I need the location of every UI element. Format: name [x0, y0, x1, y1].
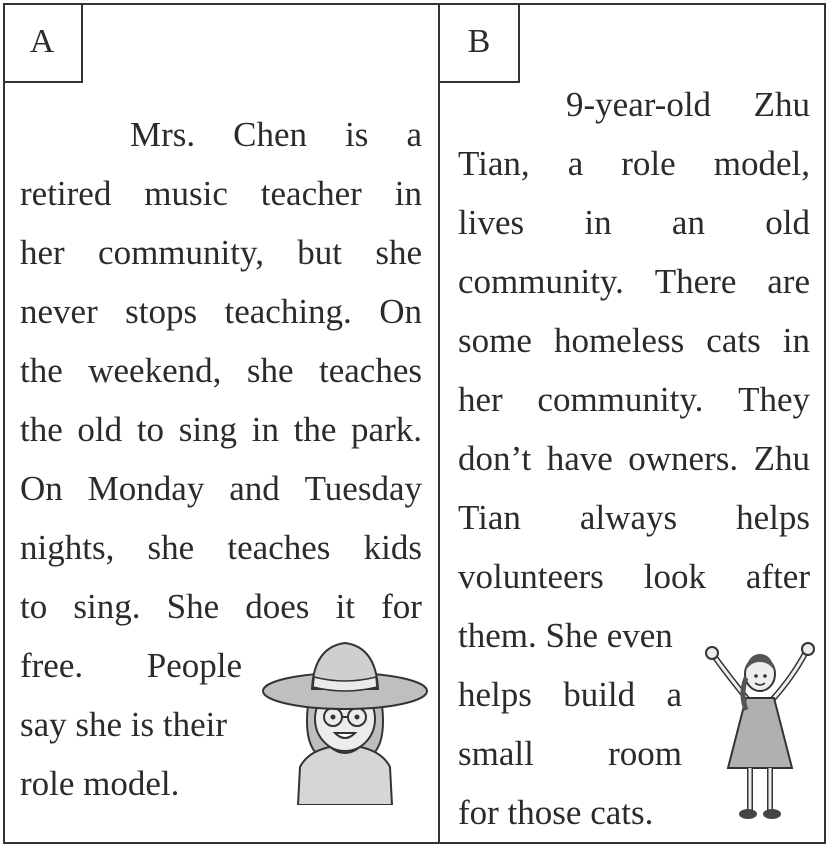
panel-a-line: retired music teacher in	[20, 174, 422, 213]
panel-a-line: her community, but she	[20, 233, 422, 272]
mrs-chen-illustration-icon	[260, 635, 430, 805]
panel-a-label: A	[3, 3, 83, 83]
zhu-tian-illustration-icon	[700, 638, 820, 823]
panel-a-line: On Monday and Tuesday	[20, 469, 422, 508]
panel-b-line: don’t have owners. Zhu	[458, 439, 810, 478]
panel-b-line: for those cats.	[458, 793, 654, 832]
panel-b-line: small room	[458, 734, 682, 773]
column-divider	[438, 3, 440, 844]
panel-b-label: B	[440, 3, 520, 83]
panel-a-line: say she is their	[20, 705, 228, 744]
panel-b-line: Tian, a role model,	[458, 144, 810, 183]
panel-a-line: never stops teaching. On	[20, 292, 422, 331]
panel-a-line: the weekend, she teaches	[20, 351, 422, 390]
panel-b-line: 9-year-old Zhu	[566, 85, 810, 124]
panel-b-line: lives in an old	[458, 203, 810, 242]
panel-a-line: free. People	[20, 646, 242, 685]
panel-b-line: Tian always helps	[458, 498, 810, 537]
panel-a-line: nights, she teaches kids	[20, 528, 422, 567]
panel-b-line: her community. They	[458, 380, 810, 419]
panel-b-line: community. There are	[458, 262, 810, 301]
panel-a-line: role model.	[20, 764, 180, 803]
panel-a-line: Mrs. Chen is a	[130, 115, 422, 154]
panel-b-line: some homeless cats in	[458, 321, 810, 360]
panel-a-line: to sing. She does it for	[20, 587, 422, 626]
panel-b-line: helps build a	[458, 675, 682, 714]
panel-b-line: them. She even	[458, 616, 673, 655]
panel-b-line: volunteers look after	[458, 557, 810, 596]
panel-a-line: the old to sing in the park.	[20, 410, 422, 449]
